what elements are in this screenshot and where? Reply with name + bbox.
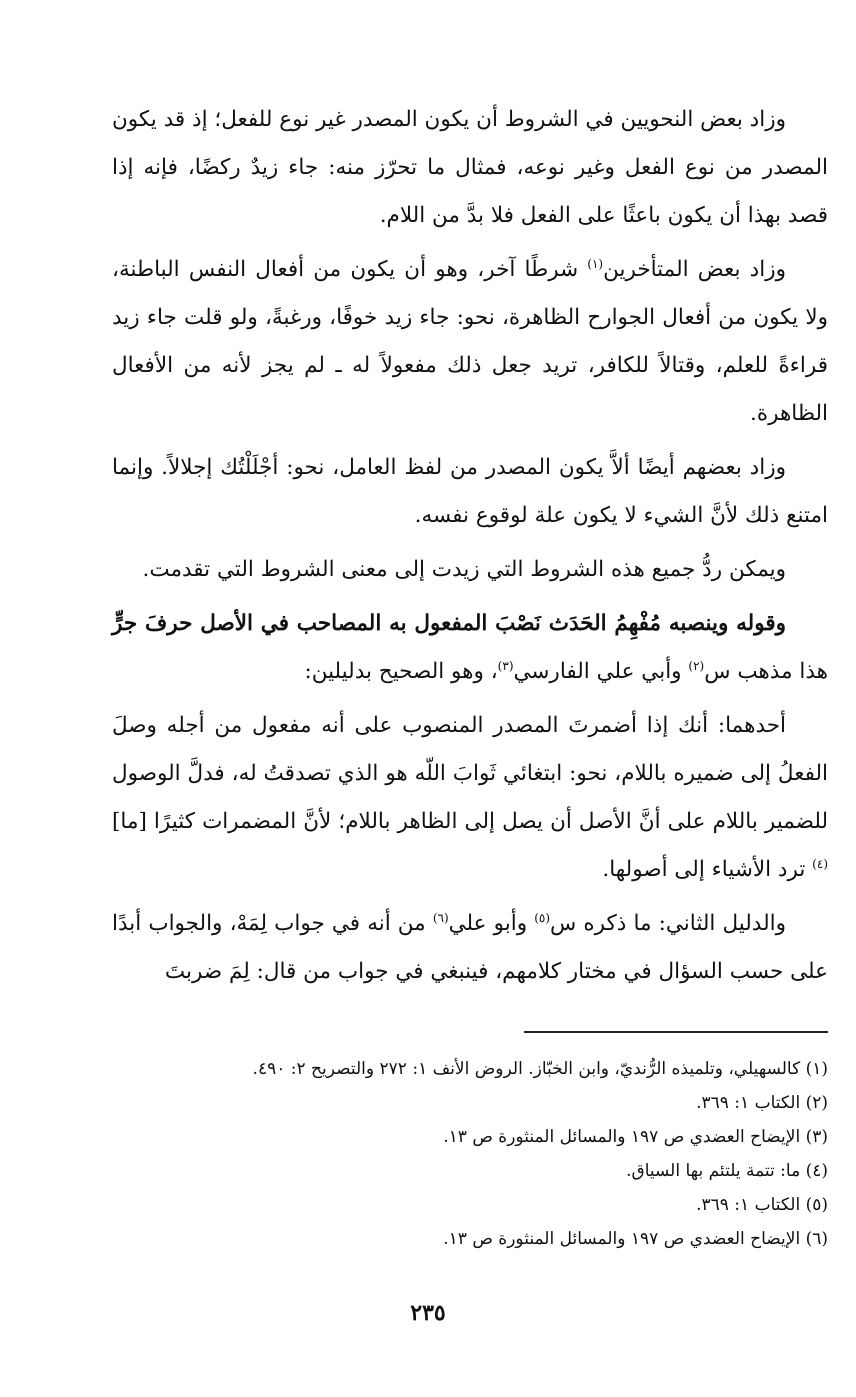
footnotes bbox=[112, 1052, 828, 1256]
paragraph-6 bbox=[112, 702, 828, 894]
footnote-5: (٥) الكتاب ١: ٣٦٩. bbox=[696, 1195, 828, 1215]
paragraph-7-text-a: والدليل الثاني: ما ذكره س bbox=[550, 911, 786, 936]
paragraph-7-text-c: من أنه في جواب لِمَهْ، والجواب أبدًا على حسب السؤال في مختار كلامهم، فينبغي في جواب من قال: لِمَ ضربتَ bbox=[112, 911, 828, 984]
paragraph-6-text-b: ترد الأشياء إلى أصولها. bbox=[602, 857, 813, 882]
paragraph-3 bbox=[112, 444, 828, 540]
paragraph-4 bbox=[112, 546, 828, 594]
footnote-ref-2: (٢) bbox=[688, 658, 705, 673]
paragraph-5-text-a: هذا مذهب س bbox=[704, 659, 828, 684]
footnote-6: (٦) الإيضاح العضدي ص ١٩٧ والمسائل المنثورة ص ١٣. bbox=[443, 1229, 828, 1249]
paragraph-2-text-a: وزاد بعض المتأخرين bbox=[603, 257, 786, 282]
paragraph-7 bbox=[112, 900, 828, 996]
paragraph-3-text: وزاد بعضهم أيضًا ألاَّ يكون المصدر من لفظ العامل، نحو: أجْلَلْتُك إجلالاً. وإنما امتنع ذلك لأنَّ الشيء لا يكون علة لوقوع نفسه. bbox=[112, 455, 828, 528]
footnote-ref-5: (٥) bbox=[534, 910, 551, 925]
footnote-ref-6: (٦) bbox=[432, 910, 449, 925]
footnote-ref-1: (١) bbox=[587, 256, 604, 271]
paragraph-2-text-b: شرطًا آخر، وهو أن يكون من أفعال النفس الباطنة، ولا يكون من أفعال الجوارح الظاهرة، نحو: جاء زيد خوفًا، ورغبةً، ولو قلت جاء زيد قراءةً للعلم، وقتالاً للكافر، تريد جعل ذلك مفعولاً له ـ لم يجز لأنه من الأفعال الظاهرة. bbox=[112, 257, 828, 426]
main-text bbox=[112, 96, 828, 1002]
paragraph-6-text-a: أحدهما: أنك إذا أضمرتَ المصدر المنصوب على أنه مفعول من أجله وصلَ الفعلُ إلى ضميره باللام، نحو: ابتغائي ثَوابَ اللّه هو الذي تصدقتُ له، فدلَّ الوصول للضمير باللام على أنَّ الأصل أن يصل إلى الظاهر باللام؛ لأنَّ المضمرات كثيرًا [ما] bbox=[112, 713, 828, 834]
paragraph-5 bbox=[112, 600, 828, 696]
paragraph-5-text-b: وأبي علي الفارسي bbox=[513, 659, 689, 684]
paragraph-5-text-c: ، وهو الصحيح بدليلين: bbox=[304, 659, 498, 684]
paragraph-2 bbox=[112, 246, 828, 438]
paragraph-4-text: ويمكن ردُّ جميع هذه الشروط التي زيدت إلى معنى الشروط التي تقدمت. bbox=[142, 557, 786, 582]
footnote-divider bbox=[524, 1031, 828, 1033]
footnote-2: (٢) الكتاب ١: ٣٦٩. bbox=[696, 1093, 828, 1113]
quoted-text-bold: وقوله وينصبه مُفْهِمُ الحَدَث نَصْبَ المفعول به المصاحب في الأصل حرفَ جرٍّ bbox=[112, 611, 786, 636]
paragraph-1-text: وزاد بعض النحويين في الشروط أن يكون المصدر غير نوع للفعل؛ إذ قد يكون المصدر من نوع الفعل وغير نوعه، فمثال ما تحرّز منه: جاء زيدٌ ركضًا، فإنه إذا قصد بهذا أن يكون باعثًا على الفعل فلا بدَّ من اللام. bbox=[112, 107, 828, 228]
page-number: ٢٣٥ bbox=[410, 1300, 446, 1326]
footnote-ref-3: (٣) bbox=[497, 658, 514, 673]
paragraph-7-text-b: وأبو علي bbox=[448, 911, 535, 936]
footnote-4: (٤) ما: تتمة يلتئم بها السياق. bbox=[626, 1161, 828, 1181]
footnote-ref-4: (٤) bbox=[812, 856, 828, 871]
footnote-3: (٣) الإيضاح العضدي ص ١٩٧ والمسائل المنثورة ص ١٣. bbox=[443, 1127, 828, 1147]
paragraph-1 bbox=[112, 96, 828, 240]
footnote-1: (١) كالسهيلي، وتلميذه الرُّنديّ، وابن الخبّاز. الروض الأنف ١: ٢٧٢ والتصريح ٢: ٤٩٠. bbox=[252, 1059, 828, 1079]
